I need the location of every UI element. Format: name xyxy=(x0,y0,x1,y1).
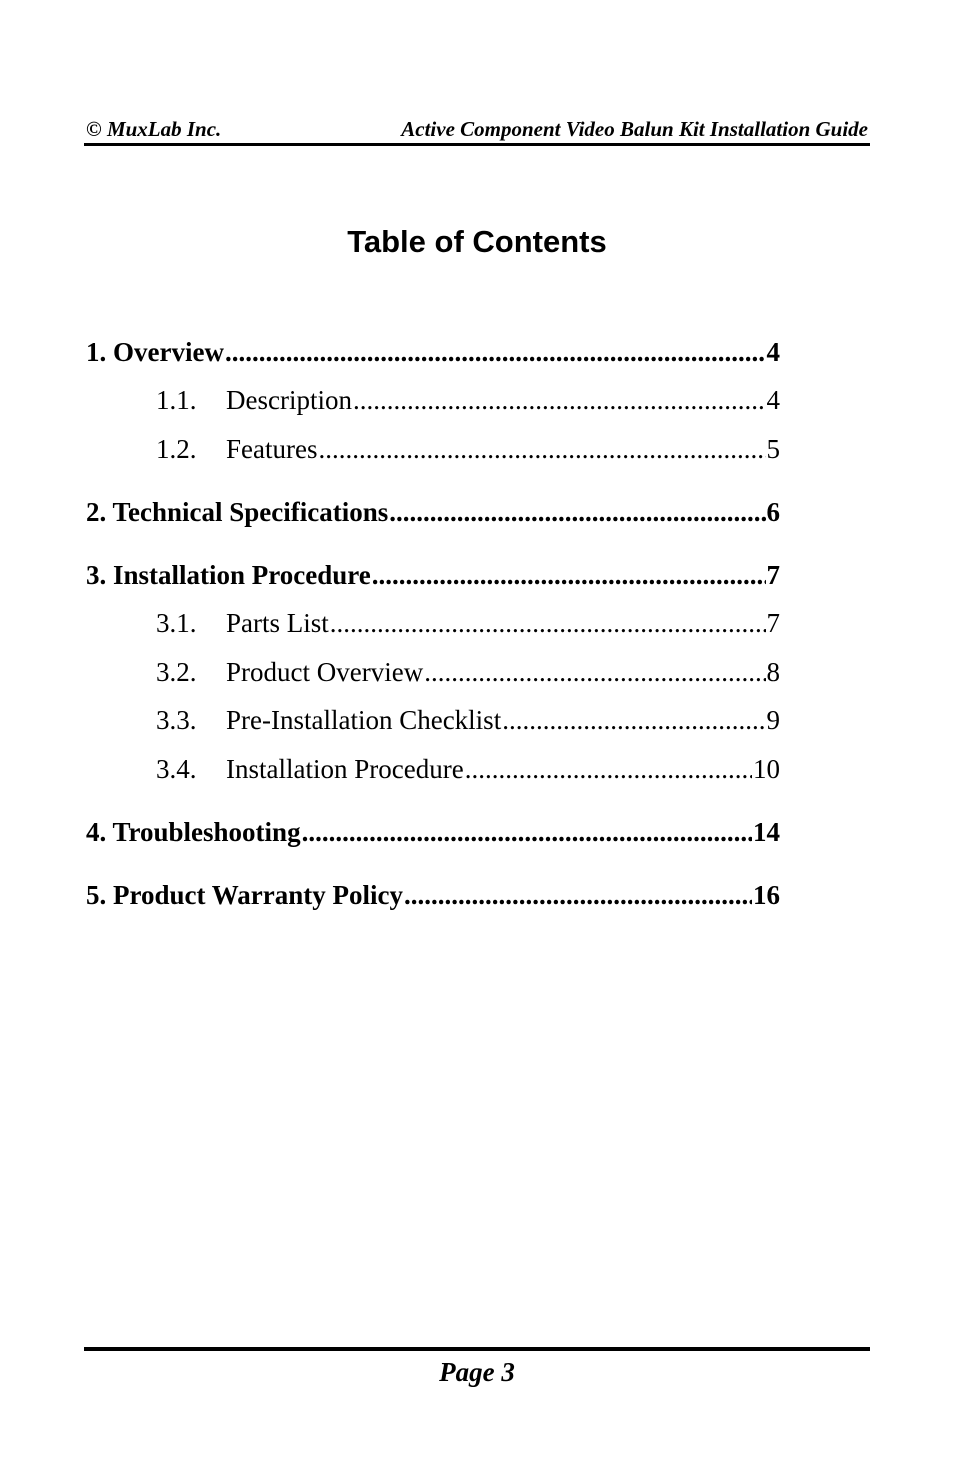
toc-entry-label: 1. Overview xyxy=(86,337,224,367)
toc-section-number: 3.1. xyxy=(156,608,197,638)
toc-entry-label: Features xyxy=(226,434,318,464)
header-copyright: © MuxLab Inc. xyxy=(86,117,222,141)
toc-page-number: 4 xyxy=(766,385,780,415)
toc-page-number: 7 xyxy=(766,560,780,590)
toc-page-number: 7 xyxy=(766,608,780,638)
toc-dot-leader xyxy=(424,654,765,690)
toc-entry-description[interactable] xyxy=(156,382,780,418)
toc-section-number: 3.4. xyxy=(156,754,197,784)
toc-section-number: 1.1. xyxy=(156,385,197,415)
toc-dot-leader xyxy=(465,751,752,787)
toc-dot-leader xyxy=(353,382,766,418)
toc-page-number: 6 xyxy=(766,497,780,527)
toc-entry-label: 2. Technical Specifications xyxy=(86,497,389,527)
toc-entry-overview[interactable] xyxy=(86,334,780,370)
toc-page-number: 9 xyxy=(766,705,780,735)
toc-dot-leader xyxy=(372,557,766,593)
toc-dot-leader xyxy=(389,494,765,530)
toc-entry-label: Product Overview xyxy=(226,657,424,687)
toc-entry-label: Pre-Installation Checklist xyxy=(226,705,502,735)
toc-entry-label: Parts List xyxy=(226,608,329,638)
page-title: Table of Contents xyxy=(347,224,607,259)
toc-dot-leader xyxy=(330,605,766,641)
toc-entry-label: Installation Procedure xyxy=(226,754,464,784)
toc-page-number: 5 xyxy=(766,434,780,464)
toc-page-number: 4 xyxy=(766,337,780,367)
page-header xyxy=(84,116,870,146)
toc-entry-label: 3. Installation Procedure xyxy=(86,560,371,590)
toc-dot-leader xyxy=(225,334,766,370)
header-document-title: Active Component Video Balun Kit Installation Guide xyxy=(401,117,868,141)
toc-dot-leader xyxy=(502,702,765,738)
toc-page-number: 16 xyxy=(753,880,780,910)
toc-section-number: 1.2. xyxy=(156,434,197,464)
toc-page-number: 14 xyxy=(753,817,780,847)
toc-entry-label: 5. Product Warranty Policy xyxy=(86,880,403,910)
toc-section-number: 3.2. xyxy=(156,657,197,687)
toc-entry-pre-installation-checklist[interactable] xyxy=(156,702,780,738)
footer-rule xyxy=(84,1347,870,1351)
toc-entry-features[interactable] xyxy=(156,431,780,467)
toc-entry-label: 4. Troubleshooting xyxy=(86,817,301,847)
toc-entry-label: Description xyxy=(226,385,352,415)
toc-page-number: 10 xyxy=(753,754,780,784)
toc-entry-product-warranty-policy[interactable] xyxy=(86,877,780,913)
toc-dot-leader xyxy=(404,877,752,913)
toc-page-number: 8 xyxy=(766,657,780,687)
toc-entry-installation-procedure[interactable] xyxy=(86,557,780,593)
toc-entry-technical-specifications[interactable] xyxy=(86,494,780,530)
toc-entry-installation-procedure-sub[interactable] xyxy=(156,751,780,787)
toc-dot-leader xyxy=(318,431,765,467)
toc-entry-product-overview[interactable] xyxy=(156,654,780,690)
toc-dot-leader xyxy=(302,814,752,850)
page-number-footer: Page 3 xyxy=(439,1357,515,1387)
toc-entry-troubleshooting[interactable] xyxy=(86,814,780,850)
toc-section-number: 3.3. xyxy=(156,705,197,735)
toc-entry-parts-list[interactable] xyxy=(156,605,780,641)
